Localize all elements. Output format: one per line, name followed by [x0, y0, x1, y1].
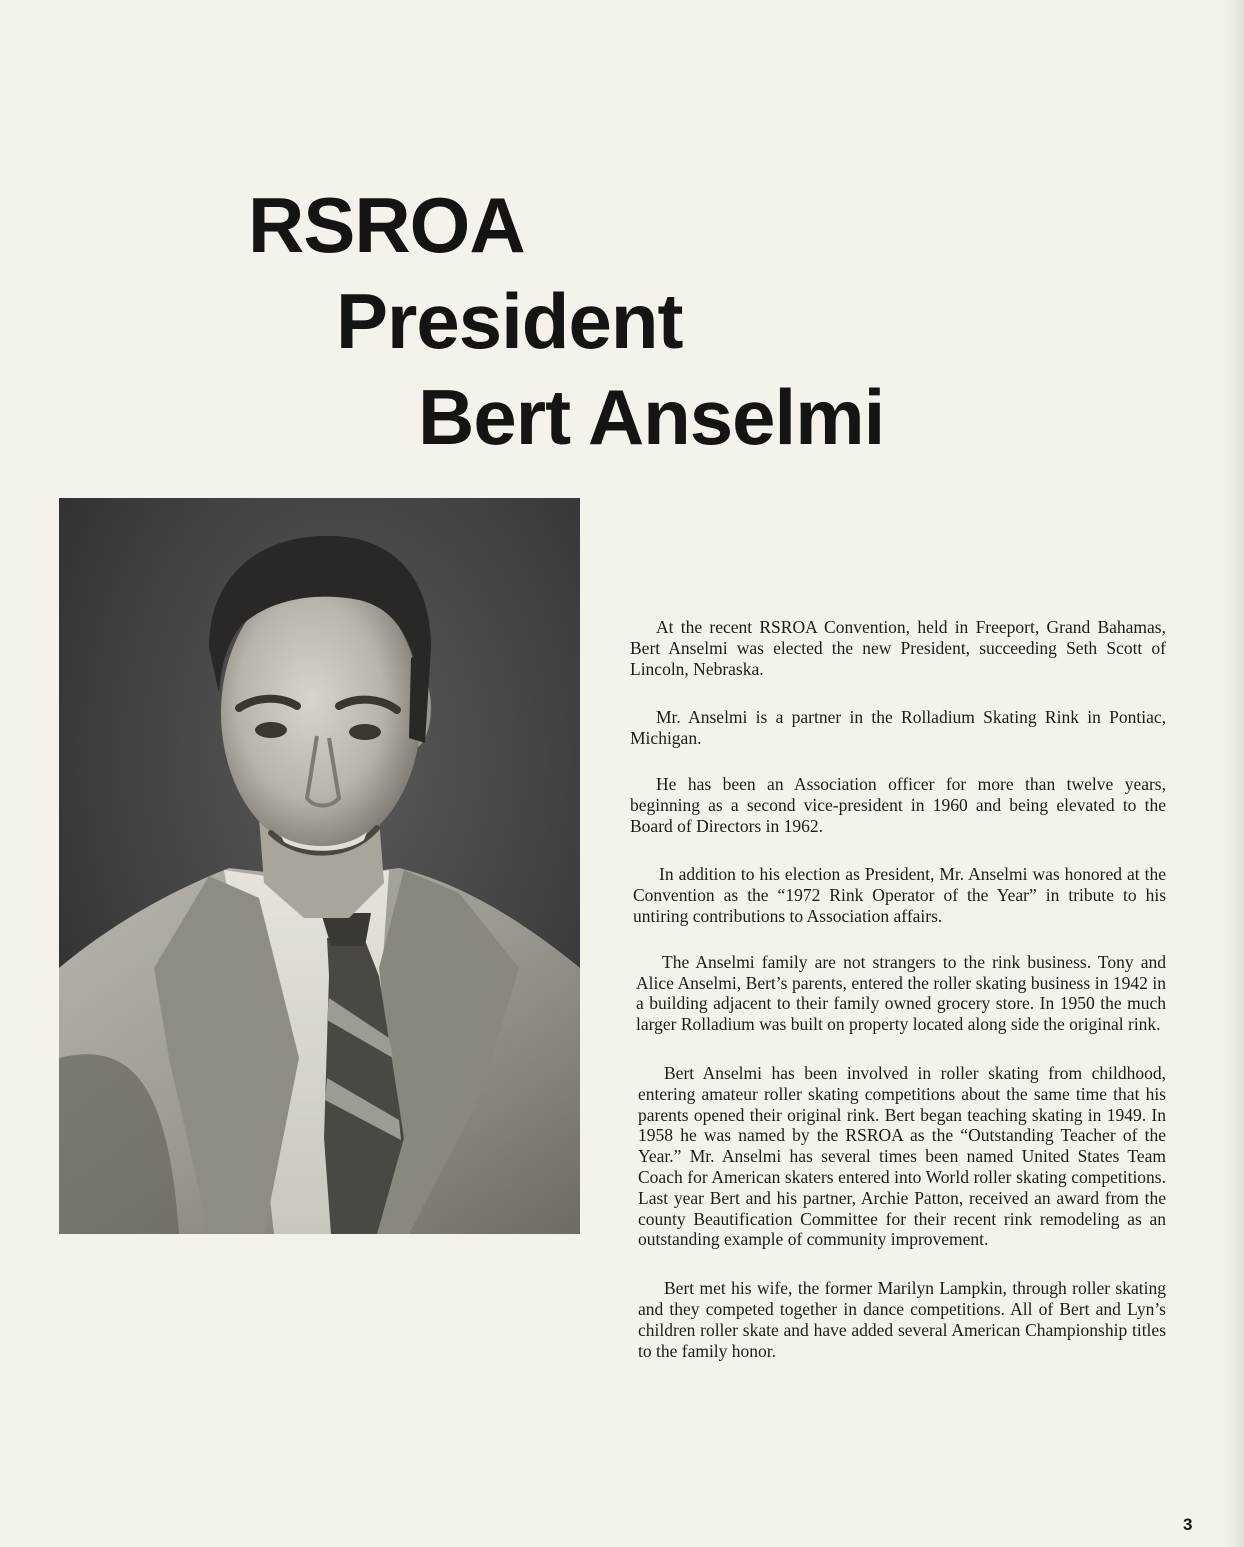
article-paragraph: Bert met his wife, the former Marilyn Lampkin, through roller skating and they competed together in dance competitions. All of Bert and Lyn’s children roller skate and have added several American Championship titles to the family honor. — [638, 1278, 1166, 1361]
page-edge-shadow — [1222, 0, 1244, 1547]
article-paragraph: In addition to his election as President, Mr. Anselmi was honored at the Convention as the “1972 Rink Operator of the Year” in tribute to his untiring contributions to Association affairs. — [633, 864, 1166, 926]
article-paragraph: At the recent RSROA Convention, held in Freeport, Grand Bahamas, Bert Anselmi was elected the new President, succeeding Seth Scott of Lincoln, Nebraska. — [630, 617, 1166, 679]
article-paragraph: Bert Anselmi has been involved in roller skating from childhood, entering amateur roller skating competitions about the same time that his parents opened their original rink. Bert began teaching skating in 1949. In 1958 he was named by the RSROA as the “Outstanding Teacher of the Year.” Mr. Anselmi has several times been named United States Team Coach for American skaters entered into World roller skating competitions. Last year Bert and his partner, Archie Patton, received an award from the county Beautification Committee for their recent rink remodeling as an outstanding example of community improvement. — [638, 1062, 1166, 1250]
photo-right-eye — [349, 724, 381, 740]
article-paragraph: He has been an Association officer for more than twelve years, beginning as a second vice-president in 1960 and being elevated to the Board of Directors in 1962. — [630, 773, 1166, 836]
article-body — [630, 617, 1166, 1361]
article-paragraph: The Anselmi family are not strangers to the rink business. Tony and Alice Anselmi, Bert’s parents, entered the roller skating business in 1942 in a building adjacent to their family owned grocery store. In 1950 the much larger Rolladium was built on property located along side the original rink. — [636, 951, 1166, 1035]
article-paragraph: Mr. Anselmi is a partner in the Rolladium Skating Rink in Pontiac, Michigan. — [630, 707, 1166, 749]
page-number: 3 — [1183, 1515, 1193, 1534]
headline-line-1: RSROA — [248, 181, 525, 269]
headline-line-2: President — [336, 277, 683, 365]
portrait-photo — [59, 498, 580, 1234]
headline-line-3: Bert Anselmi — [418, 373, 885, 461]
photo-left-eye — [255, 722, 287, 738]
